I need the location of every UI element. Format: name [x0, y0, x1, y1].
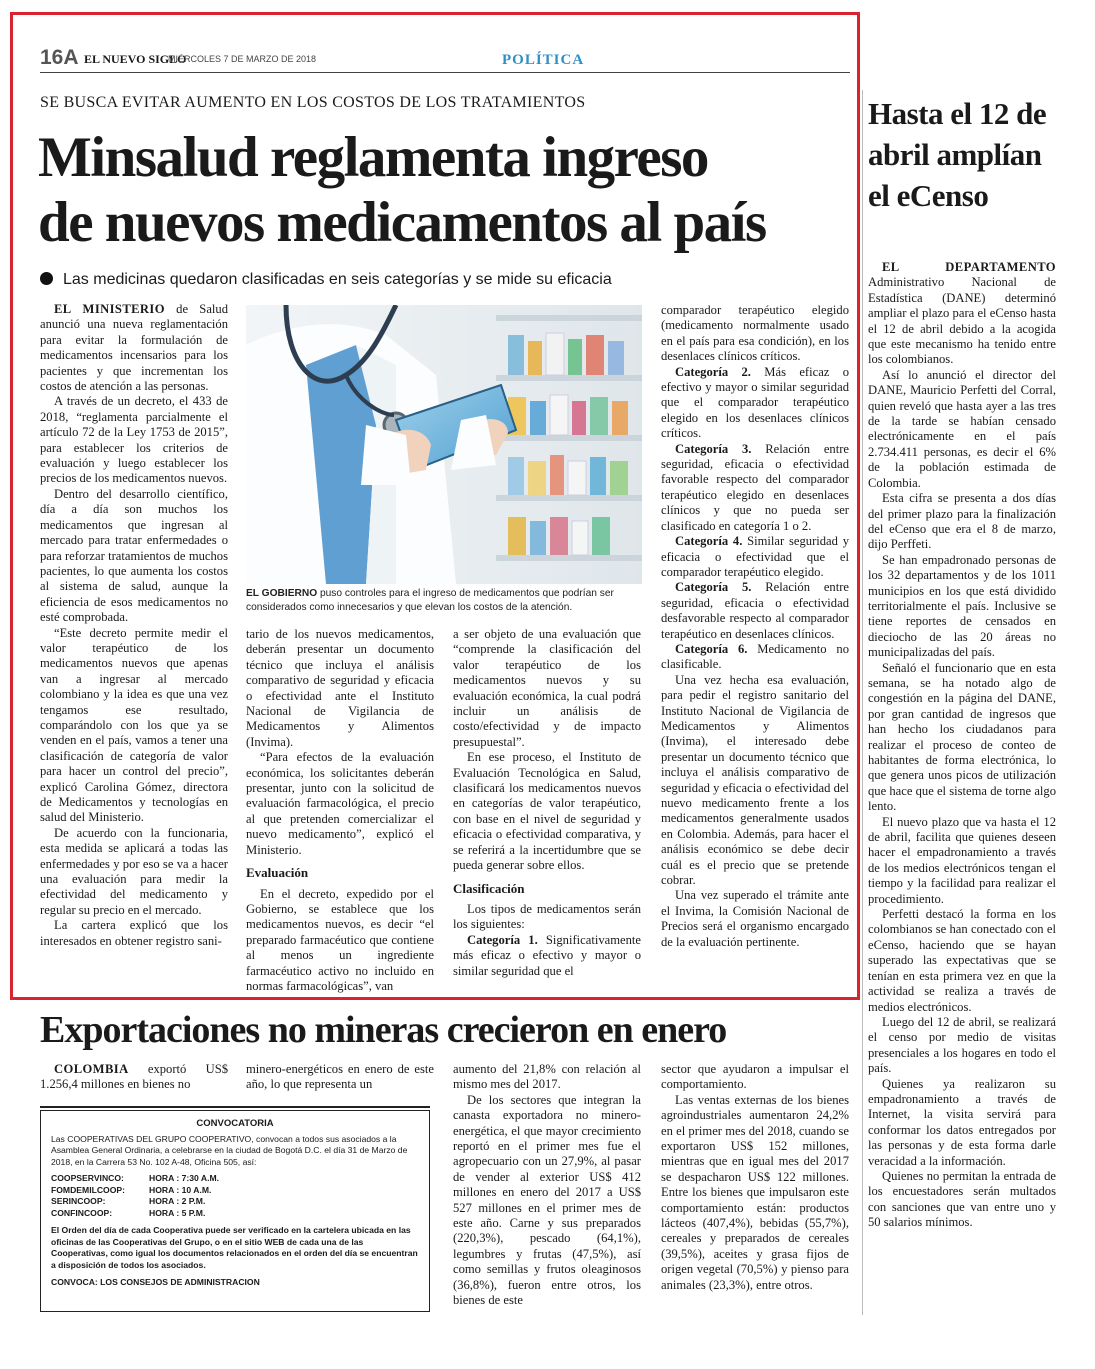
schedule-row: FOMDEMILCOOP: HORA : 10 A.M. [51, 1184, 212, 1195]
sidebar-rule [862, 90, 863, 1315]
paragraph: Se han empadronado personas de los 32 departamentos y de los 1011 municipios en los que está dividido territorialmente el país. Inclusive se tiene reportes de censados en dieciocho de las 20 áreas no municipalizadas del país. [868, 552, 1056, 660]
caption-lead: EL GOBIERNO [246, 588, 318, 599]
paragraph: Las ventas externas de los bienes agroindustriales aumentaron 24,2% en el primer mes del 2018, cuando se exportaron US$ 152 millones, mientras que en igual mes del 2017 se despacharon US$ 122 millones. Entre los bienes que impulsaron este comportamiento están: productos lácteos (407,4%), bebidas (55,7%), cereales y preparados de cereales (39,5%), aceites y grasa fijos de origen vegetal (70,5%) y pienso para animales (23,3%), entre otros. [661, 1092, 849, 1292]
caption-text: puso controles para el ingreso de medicamentos que podrían ser considerados como innecesarios y que elevan los costos de la atención. [246, 588, 614, 613]
schedule-row: COOPSERVINCO: HORA : 7:30 A.M. [51, 1173, 220, 1183]
category-label: Categoría 2. [675, 364, 751, 379]
headline-line-2: de nuevos medicamentos al país [38, 191, 766, 254]
bullet-icon [40, 272, 53, 285]
page-folio [40, 46, 850, 74]
schedule-row: CONFINCOOP: HORA : 5 P.M. [51, 1207, 206, 1218]
paragraph: aumento del 21,8% con relación al mismo mes del 2017. [453, 1062, 641, 1092]
category-label: Categoría 4. [675, 534, 743, 549]
notice-schedule [51, 1173, 419, 1219]
paragraph: Señaló el funcionario que en esta semana, se ha notado algo de congestión en la página del DANE, por gran cantidad de ingresos que han hecho los ciudadanos para realizar el proceso de conteo de habitantes de forma electrónica, lo que genera unos picos de utilización que hace que el sistema de torne algo lento. [868, 660, 1056, 814]
subhead-text: Las medicinas quedaron clasificadas en seis categorías y se mide su eficacia [63, 271, 612, 288]
folio-rule [40, 72, 850, 73]
sidebar-column [868, 260, 1056, 1231]
photo-caption [246, 587, 642, 615]
article-column-1 [40, 302, 228, 949]
paragraph: Quienes no permitan la entrada de los encuestadores serán multados con sanciones que van entre uno y 50 salarios mínimos. [868, 1168, 1056, 1230]
section-name: POLÍTICA [502, 52, 585, 68]
doctor-pharmacy-photo [246, 305, 642, 584]
paragraph: Así lo anunció el director del DANE, Mauricio Perfetti del Corral, quien reveló que hasta ayer a las tres de la tarde se habían censado electrónicamente en el país 2.734.411 personas, es decir el 6% de la población estimada de Colombia. [868, 367, 1056, 490]
subheading: Clasificación [453, 880, 525, 896]
exports-headline: Exportaciones no mineras crecieron en enero [40, 1009, 727, 1051]
paragraph: Los tipos de medicamentos serán los siguientes: [453, 901, 641, 932]
paragraph: De acuerdo con la funcionaria, esta medida se aplicará a todas las enfermedades y por eso se va a hacer una evaluación para medir la efectividad del medicamento y regular su precio en el mercado. [40, 825, 228, 917]
paragraph: tario de los nuevos medicamentos, deberán presentar un documento técnico que incluya el análisis comparativo de seguridad y eficacia o efectividad ante el Instituto Nacional de Vigilancia de Medicamentos y Alimentos (Invima). [246, 627, 434, 749]
paragraph: En el decreto, expedido por el Gobierno, se establece que los medicamentos nuevos, es decir “el preparado farmacéutico que contiene al menos un ingrediente farmacéutico activo no incluido en normas farmacológicas”, van [246, 886, 434, 993]
convocatoria-notice [40, 1110, 430, 1312]
paragraph: EL MINISTERIO de Salud anunció una nueva reglamentación para evitar la formulación de medicamentos incensarios para los pacientes y que incrementan los costos de atención a las personas. [40, 302, 228, 394]
paragraph: De los sectores que integran la canasta exportadora no minero-energética, el que mayor crecimiento reportó en el primer mes fue el agropecuario con un 27,9%, al pasar de vender al exterior US$ 412 millones en enero del 2017 a US$ 527 millones en el primer mes de este año. Carne y sus preparados (220,3%), pescado (64,1%), legumbres y frutas (47,5%), así como semillas y frutos oleaginosos (36,8%), fueron entre otros, los bienes de este [453, 1092, 641, 1308]
article-column-3 [453, 627, 641, 979]
category-label: Categoría 1. [467, 932, 538, 947]
paragraph: Perfetti destacó la forma en los colombianos se han conectado con el eCenso, haciendo que se hayan superado las expectativas que se tenían en esta primera vez en que la actividad se realiza a través de medios electrónicos. [868, 907, 1056, 1014]
dateline: MIÉRCOLES 7 DE MARZO DE 2018 [168, 54, 317, 64]
notice-top-rule [40, 1106, 430, 1108]
headline-line-1: Minsalud reglamenta ingreso [38, 126, 708, 189]
category-label: Categoría 3. [675, 441, 752, 456]
notice-title: CONVOCATORIA [196, 1118, 274, 1129]
paragraph: La cartera explicó que los interesados en obtener registro sani- [40, 918, 228, 948]
lead-in: EL DEPARTAMENTO [882, 260, 1056, 274]
lead-in: EL MINISTERIO [54, 302, 165, 316]
lead-in: COLOMBIA [54, 1062, 129, 1076]
exports-column-4 [661, 1062, 849, 1293]
article-photo [246, 305, 642, 584]
notice-footer: El Orden del día de cada Cooperativa puede ser verificado en la cartelera ubicada en las oficinas de las Cooperativas del Grupo, o en el sitio WEB de cada una de las Cooperativas, como igual los documentos relacionados en el orden del día se encuentran a disposición de todos los asociados. [51, 1225, 418, 1270]
article-kicker: SE BUSCA EVITAR AUMENTO EN LOS COSTOS DE LOS TRATAMIENTOS [40, 94, 586, 111]
newspaper-masthead: EL NUEVO SIGLO [84, 52, 187, 66]
paragraph: Quienes ya realizaron su empadronamiento a través de Internet, la visita servirá para conformar los datos entregados por las personas y de esta forma darle veracidad a la información. [868, 1076, 1056, 1168]
schedule-row: SERINCOOP: HORA : 2 P.M. [51, 1196, 206, 1206]
paragraph: “Este decreto permite medir el valor terapéutico de los medicamentos nuevos que apenas van a ingresar al mercado colombiano y la idea es que una vez tengamos ese resultado, comparándolo con los que ya se venden en el país, vamos a tener una clasificación de categoría de valor para hacer un control del precio”, explicó Carolina Gómez, directora de Medicamentos y tecnologías en salud del Ministerio. [40, 625, 228, 825]
paragraph: a ser objeto de una evaluación que “comprende la clasificación del valor terapéutico de los medicamentos nuevos y su evaluación económica, la cual podrá incluir un análisis de costo/efectividad y de impacto presupuestal”. [453, 627, 641, 749]
paragraph: Luego del 12 de abril, se realizará el censo por medio de visitas presenciales a los hogares en todo el país. [868, 1014, 1056, 1076]
article-headline [38, 125, 838, 255]
paragraph: Dentro del desarrollo científico, día a día son muchos los medicamentos que ingresan al mercado para tratar enfermedades o para reforzar tratamientos de muchos pacientes, lo que aumenta los costos al sistema de salud, aunque la eficiencia de esos medicamentos no esté comprobada. [40, 486, 228, 625]
page-number: 16A [40, 46, 79, 69]
category-label: Categoría 5. [675, 580, 752, 595]
paragraph: Categoría 5. Relación entre seguridad, eficacia o efectividad desfavorable respecto al comparador terapéutico en desenlaces clínicos. [661, 580, 849, 641]
paragraph: Categoría 6. Medicamento no clasificable. [661, 641, 849, 672]
notice-signature: CONVOCA: LOS CONSEJOS DE ADMINISTRACION [51, 1277, 260, 1287]
paragraph: COLOMBIA exportó US$ 1.256,4 millones en bienes no [40, 1062, 228, 1092]
paragraph: sector que ayudaron a impulsar el comportamiento. [661, 1062, 849, 1092]
notice-body: Las COOPERATIVAS DEL GRUPO COOPERATIVO, convocan a todos sus asociados a la Asamblea General Ordinaria, a celebrarse en la ciudad de Bogotá D.C. el día 31 de Marzo de 2018, en la Carrera 53 No. 102 A-48, Oficina 505, así: [51, 1133, 408, 1167]
exports-column-2 [246, 1062, 434, 1093]
paragraph: Esta cifra se presenta a dos días del primer plazo para la finalización del eCenso que era el 8 de marzo, dijo Perffeti. [868, 491, 1056, 552]
article-subhead [40, 271, 830, 289]
paragraph: Categoría 3. Relación entre seguridad, eficacia o efectividad favorable respecto del comparador terapéutico elegido en desenlaces clínicos y que no pueda ser clasificado en categoría 1 o 2. [661, 441, 849, 533]
paragraph: comparador terapéutico elegido (medicamento normalmente usado en el país para esa condición), en los desenlaces clínicos críticos. [661, 303, 849, 364]
subheading: Evaluación [246, 865, 309, 881]
paragraph: El nuevo plazo que va hasta el 12 de abril, facilita que quienes deseen hacer el empadronamiento a través de los medios electrónicos tengan el tiempo y la facilidad para realizar el procedimiento. [868, 814, 1056, 906]
category-label: Categoría 6. [675, 641, 748, 656]
paragraph: Una vez hecha esa evaluación, para pedir el registro sanitario del Instituto Nacional de Vigilancia de Medicamentos y Alimentos (Invima), el interesado debe presentar un documento técnico que incluya el análisis comparativo de seguridad y eficacia o efectividad del nuevo medicamento frente a los medicamentos generalmente usados en Colombia. Además, para hacer el análisis económico se debe decir cuál es el precio que se pretende cobrar. [661, 672, 849, 888]
paragraph: EL DEPARTAMENTO Administrativo Nacional de Estadística (DANE) determinó ampliar el plazo para el eCenso hasta el 12 de abril debido a la acogida que este mecanismo ha tenido entre los colombianos. [868, 260, 1056, 367]
paragraph: A través de un decreto, el 433 de 2018, “reglamenta parcialmente el artículo 72 de la Ley 1753 de 2015”, para establecer los criterios de evaluación y luego establecer los precios de los medicamentos nuevos. [40, 394, 228, 486]
paragraph: minero-energéticos en enero de este año, lo que representa un [246, 1062, 434, 1092]
paragraph: Categoría 1. Significativamente más eficaz o efectivo y mayor o similar seguridad que el [453, 932, 641, 978]
exports-column-1 [40, 1062, 228, 1093]
exports-column-3 [453, 1062, 641, 1309]
paragraph: Categoría 2. Más eficaz o efectivo y mayor o similar seguridad que el comparador terapéutico elegido en los desenlaces clínicos críticos. [661, 364, 850, 441]
article-column-2 [246, 627, 434, 994]
article-column-4 [661, 303, 849, 950]
paragraph: Una vez superado el trámite ante el Invima, la Comisión Nacional de Precios será el organismo encargado de la evaluación pertinente. [661, 888, 849, 949]
paragraph: En ese proceso, el Instituto de Evaluación Tecnológica en Salud, clasificará los medicamentos nuevos en categorías de valor terapéutico, con base en el nivel de seguridad y eficacia o efectividad comparativa, y se referirá a la incertidumbre que se pueda generar sobre ellos. [453, 750, 641, 873]
paragraph: “Para efectos de la evaluación económica, los solicitantes deberán presentar, junto con la solicitud de evaluación farmacológica, el precio al que pretenden comercializar el nuevo medicamento”, explicó el Ministerio. [246, 750, 434, 857]
sidebar-headline: Hasta el 12 de abril amplían el eCenso [868, 96, 1047, 213]
paragraph: Categoría 4. Similar seguridad y eficacia o efectividad que el comparador terapéutico elegido. [661, 534, 849, 579]
